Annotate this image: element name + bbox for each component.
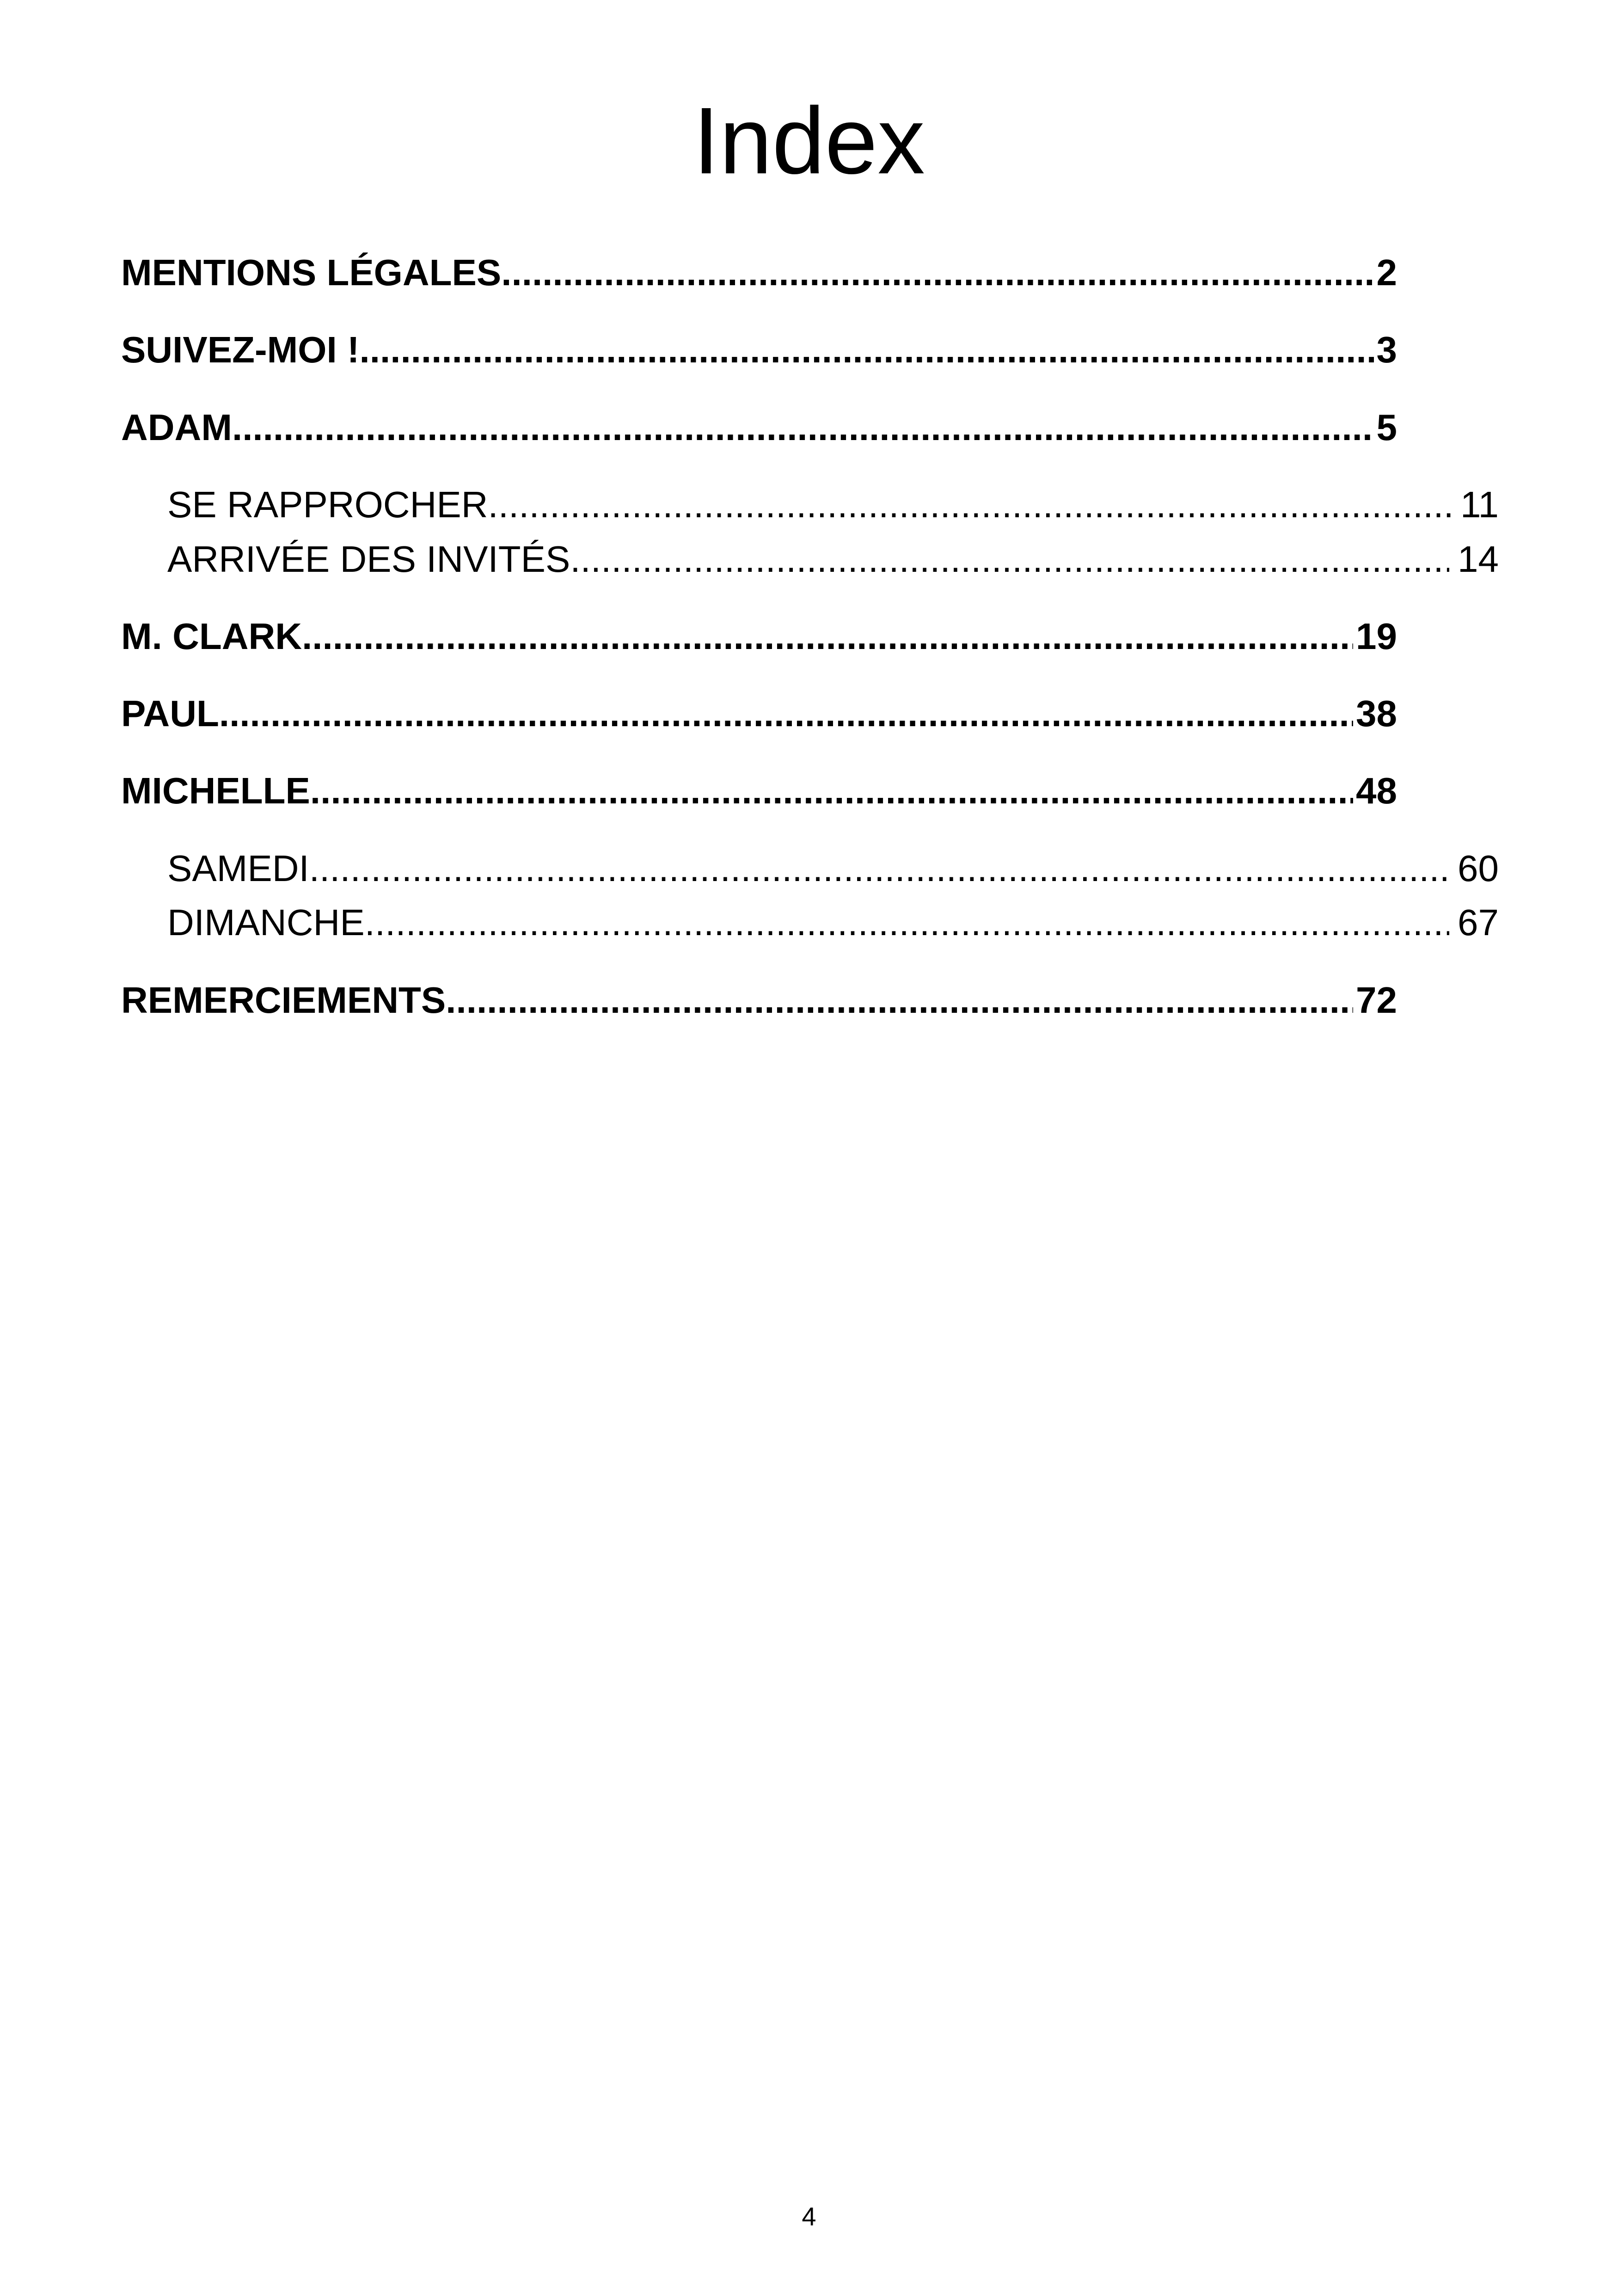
dot-leader bbox=[570, 534, 1449, 585]
dot-leader bbox=[501, 247, 1373, 298]
toc-entry-page: 60 bbox=[1458, 848, 1499, 889]
toc-entry-page: 5 bbox=[1376, 407, 1397, 448]
toc-subentry-dimanche[interactable] bbox=[167, 897, 1499, 948]
toc-entry-label: MENTIONS LÉGALES bbox=[121, 252, 502, 293]
toc-entry-page: 2 bbox=[1376, 252, 1397, 293]
toc-entry-m-clark[interactable] bbox=[121, 611, 1397, 662]
toc-subentry-arrivee-des-invites[interactable] bbox=[167, 534, 1499, 585]
page-number: 4 bbox=[802, 2202, 816, 2231]
toc-entry-page: 72 bbox=[1356, 980, 1397, 1021]
toc-subentry-samedi[interactable] bbox=[167, 843, 1499, 894]
dot-leader bbox=[219, 688, 1353, 739]
page-title: Index bbox=[693, 88, 925, 194]
toc-entry-page: 19 bbox=[1356, 616, 1397, 657]
toc-entry-label: DIMANCHE bbox=[167, 902, 365, 943]
toc-entry-suivez-moi[interactable] bbox=[121, 325, 1397, 375]
dot-leader bbox=[309, 843, 1449, 894]
toc-entry-page: 3 bbox=[1376, 329, 1397, 370]
toc-entry-label: SE RAPPROCHER bbox=[167, 484, 488, 525]
toc-entry-page: 38 bbox=[1356, 693, 1397, 734]
toc-entry-label: SAMEDI bbox=[167, 848, 309, 889]
dot-leader bbox=[310, 765, 1353, 816]
toc-entry-label: ARRIVÉE DES INVITÉS bbox=[167, 539, 570, 580]
toc-entry-mentions-legales[interactable] bbox=[121, 247, 1397, 298]
dot-leader bbox=[446, 975, 1353, 1026]
toc-entry-label: SUIVEZ-MOI ! bbox=[121, 329, 360, 370]
dot-leader bbox=[488, 479, 1452, 530]
toc-entry-page: 48 bbox=[1356, 770, 1397, 811]
dot-leader bbox=[360, 325, 1374, 375]
dot-leader bbox=[365, 897, 1449, 948]
toc-entry-paul[interactable] bbox=[121, 688, 1397, 739]
toc-subentry-se-rapprocher[interactable] bbox=[167, 479, 1499, 530]
toc-entry-michelle[interactable] bbox=[121, 765, 1397, 816]
toc-entry-page: 67 bbox=[1458, 902, 1499, 943]
toc-entry-label: REMERCIEMENTS bbox=[121, 980, 446, 1021]
toc-entry-page: 14 bbox=[1458, 539, 1499, 580]
dot-leader bbox=[302, 611, 1353, 662]
toc-entry-label: PAUL bbox=[121, 693, 219, 734]
toc-entry-page: 11 bbox=[1460, 484, 1499, 525]
toc-entry-label: ADAM bbox=[121, 407, 232, 448]
toc-entry-adam[interactable] bbox=[121, 402, 1397, 453]
toc-entry-label: MICHELLE bbox=[121, 770, 310, 811]
toc-entry-label: M. CLARK bbox=[121, 616, 302, 657]
toc-entry-remerciements[interactable] bbox=[121, 975, 1397, 1026]
dot-leader bbox=[232, 402, 1374, 453]
